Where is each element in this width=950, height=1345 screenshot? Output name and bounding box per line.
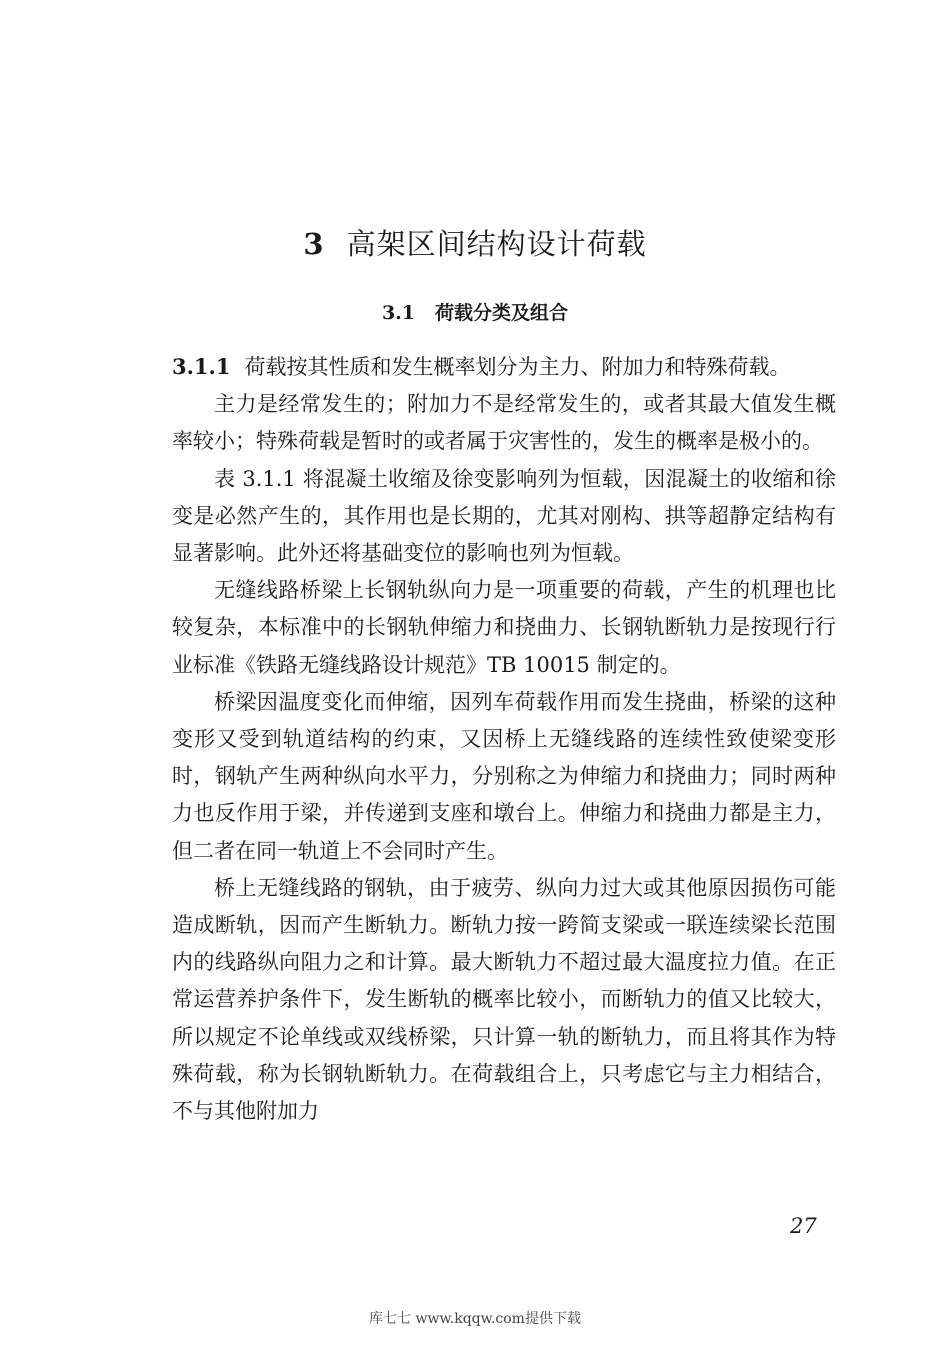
section-title-text: 荷载分类及组合 — [435, 302, 569, 324]
page-number: 27 — [790, 1214, 817, 1238]
download-footer: 库七七 www.kqqw.com提供下载 — [369, 1311, 581, 1327]
clause-number: 3.1.1 — [172, 354, 231, 379]
section-title — [0, 298, 950, 325]
paragraph: 桥梁因温度变化而伸缩，因列车荷载作用而发生挠曲，桥梁的这种变形又受到轨道结构的约束，又因桥上无缝线路的连续性致使梁变形时，钢轨产生两种纵向水平力，分别称之为伸缩力和挠曲力；同时两种力也反作用于梁，并传递到支座和墩台上。伸缩力和挠曲力都是主力，但二者在同一轨道上不会同时产生。 — [172, 689, 836, 863]
clause-paragraph — [172, 348, 836, 386]
body-text — [172, 348, 836, 1130]
chapter-title-text: 高架区间结构设计荷载 — [346, 227, 647, 261]
paragraph: 主力是经常发生的；附加力不是经常发生的，或者其最大值发生概率较小；特殊荷载是暂时的或者属于灾害性的，发生的概率是极小的。 — [172, 392, 836, 454]
section-number: 3.1 — [381, 302, 416, 324]
paragraph: 无缝线路桥梁上长钢轨纵向力是一项重要的荷载，产生的机理也比较复杂，本标准中的长钢轨伸缩力和挠曲力、长钢轨断轨力是按现行行业标准《铁路无缝线路设计规范》TB 10015 制定的。 — [172, 578, 836, 677]
clause-text: 荷载按其性质和发生概率划分为主力、附加力和特殊荷载。 — [244, 355, 791, 379]
chapter-number: 3 — [303, 227, 325, 261]
chapter-title — [0, 222, 950, 263]
paragraph: 桥上无缝线路的钢轨，由于疲劳、纵向力过大或其他原因损伤可能造成断轨，因而产生断轨力。断轨力按一跨简支梁或一联连续梁长范围内的线路纵向阻力之和计算。最大断轨力不超过最大温度拉力值。在正常运营养护条件下，发生断轨的概率比较小，而断轨力的值又比较大，所以规定不论单线或双线桥梁，只计算一轨的断轨力，而且将其作为特殊荷载，称为长钢轨断轨力。在荷载组合上，只考虑它与主力相结合，不与其他附加力 — [172, 875, 836, 1124]
paragraph: 表 3.1.1 将混凝土收缩及徐变影响列为恒载，因混凝土的收缩和徐变是必然产生的，其作用也是长期的，尤其对刚构、拱等超静定结构有显著影响。此外还将基础变位的影响也列为恒载。 — [172, 466, 836, 566]
